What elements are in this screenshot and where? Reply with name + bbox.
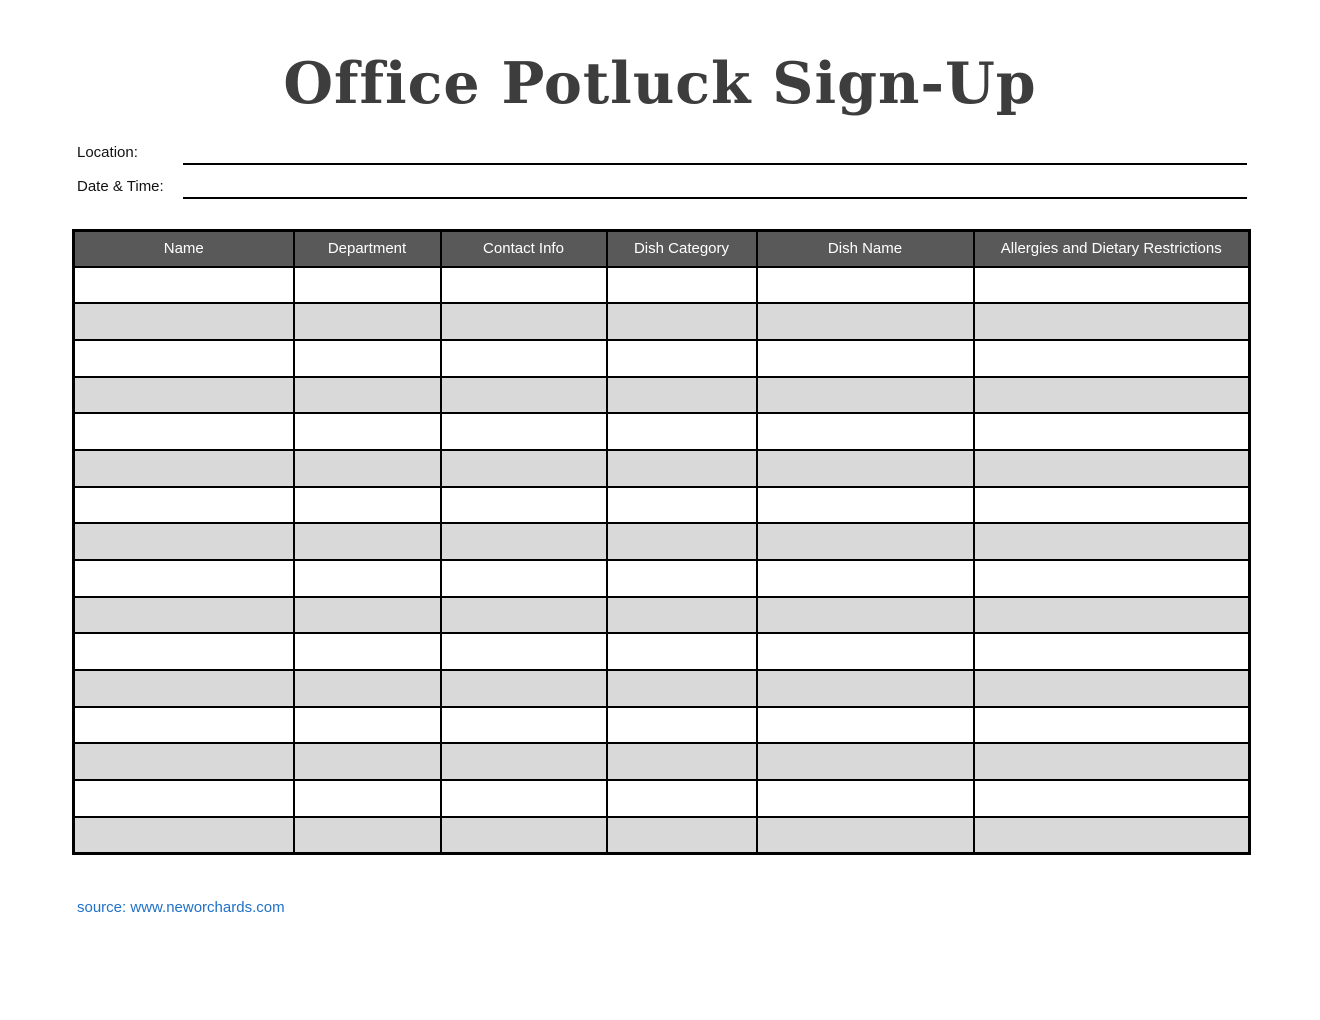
table-cell bbox=[974, 340, 1250, 377]
table-row bbox=[74, 523, 1250, 560]
table-cell bbox=[607, 817, 757, 854]
table-cell bbox=[974, 560, 1250, 597]
table-cell bbox=[757, 597, 974, 634]
table-cell bbox=[974, 597, 1250, 634]
table-cell bbox=[607, 487, 757, 524]
table-cell bbox=[441, 560, 607, 597]
table-cell bbox=[294, 780, 441, 817]
table-cell bbox=[74, 413, 294, 450]
table-cell bbox=[294, 670, 441, 707]
table-cell bbox=[294, 303, 441, 340]
table-cell bbox=[294, 560, 441, 597]
table-row bbox=[74, 633, 1250, 670]
table-row bbox=[74, 487, 1250, 524]
table-cell bbox=[74, 817, 294, 854]
table-cell bbox=[757, 523, 974, 560]
table-row bbox=[74, 560, 1250, 597]
table-cell bbox=[441, 377, 607, 414]
table-cell bbox=[607, 597, 757, 634]
table-cell bbox=[74, 633, 294, 670]
table-cell bbox=[441, 267, 607, 304]
table-row bbox=[74, 340, 1250, 377]
table-cell bbox=[74, 670, 294, 707]
table-cell bbox=[757, 707, 974, 744]
column-header-name: Name bbox=[74, 231, 294, 267]
table-cell bbox=[757, 267, 974, 304]
table-row bbox=[74, 817, 1250, 854]
table-cell bbox=[294, 817, 441, 854]
table-cell bbox=[441, 817, 607, 854]
table-cell bbox=[74, 487, 294, 524]
table-row bbox=[74, 267, 1250, 304]
table-cell bbox=[294, 633, 441, 670]
table-cell bbox=[974, 743, 1250, 780]
table-cell bbox=[441, 670, 607, 707]
table-row bbox=[74, 413, 1250, 450]
column-header-contact-info: Contact Info bbox=[441, 231, 607, 267]
table-cell bbox=[441, 340, 607, 377]
table-cell bbox=[757, 633, 974, 670]
column-header-dish-category: Dish Category bbox=[607, 231, 757, 267]
table-row bbox=[74, 743, 1250, 780]
table-row bbox=[74, 377, 1250, 414]
table-cell bbox=[441, 707, 607, 744]
table-cell bbox=[974, 487, 1250, 524]
table-header-row bbox=[74, 231, 1250, 267]
table-cell bbox=[441, 780, 607, 817]
table-cell bbox=[441, 450, 607, 487]
table-cell bbox=[441, 303, 607, 340]
table-cell bbox=[607, 413, 757, 450]
table-cell bbox=[974, 670, 1250, 707]
table-cell bbox=[607, 377, 757, 414]
table-cell bbox=[294, 597, 441, 634]
table-cell bbox=[974, 450, 1250, 487]
signup-table bbox=[72, 229, 1251, 855]
table-cell bbox=[74, 560, 294, 597]
table-cell bbox=[974, 523, 1250, 560]
table-cell bbox=[607, 670, 757, 707]
table-cell bbox=[441, 597, 607, 634]
table-cell bbox=[441, 487, 607, 524]
table-cell bbox=[607, 707, 757, 744]
table-cell bbox=[441, 523, 607, 560]
column-header-allergies-and-dietary-restrictions: Allergies and Dietary Restrictions bbox=[974, 231, 1250, 267]
table-cell bbox=[757, 487, 974, 524]
table-cell bbox=[607, 303, 757, 340]
table-cell bbox=[757, 670, 974, 707]
table-cell bbox=[974, 303, 1250, 340]
table-cell bbox=[974, 817, 1250, 854]
date-time-label: Date & Time: bbox=[77, 178, 164, 195]
table-cell bbox=[294, 523, 441, 560]
table-cell bbox=[74, 780, 294, 817]
date-time-blank-line bbox=[183, 197, 1247, 199]
table-cell bbox=[974, 413, 1250, 450]
table-cell bbox=[607, 743, 757, 780]
table-cell bbox=[294, 267, 441, 304]
table-cell bbox=[74, 340, 294, 377]
table-cell bbox=[607, 523, 757, 560]
table-cell bbox=[74, 743, 294, 780]
column-header-dish-name: Dish Name bbox=[757, 231, 974, 267]
table-cell bbox=[757, 413, 974, 450]
source-link[interactable]: source: www.neworchards.com bbox=[77, 899, 285, 916]
location-label: Location: bbox=[77, 144, 138, 161]
table-cell bbox=[441, 633, 607, 670]
table-cell bbox=[74, 267, 294, 304]
column-header-department: Department bbox=[294, 231, 441, 267]
table-cell bbox=[607, 450, 757, 487]
table-cell bbox=[294, 487, 441, 524]
table-cell bbox=[294, 743, 441, 780]
table-cell bbox=[294, 707, 441, 744]
table-cell bbox=[757, 377, 974, 414]
table-cell bbox=[74, 450, 294, 487]
table-row bbox=[74, 303, 1250, 340]
table-row bbox=[74, 450, 1250, 487]
table-cell bbox=[607, 633, 757, 670]
table-cell bbox=[607, 780, 757, 817]
table-cell bbox=[757, 450, 974, 487]
table-cell bbox=[74, 597, 294, 634]
location-blank-line bbox=[183, 163, 1247, 165]
table-cell bbox=[757, 303, 974, 340]
table-cell bbox=[974, 633, 1250, 670]
table-cell bbox=[441, 743, 607, 780]
table-cell bbox=[757, 817, 974, 854]
table-cell bbox=[294, 340, 441, 377]
table-cell bbox=[974, 780, 1250, 817]
table-cell bbox=[441, 413, 607, 450]
table-cell bbox=[757, 743, 974, 780]
table-cell bbox=[74, 377, 294, 414]
table-cell bbox=[607, 340, 757, 377]
table-cell bbox=[294, 377, 441, 414]
table-cell bbox=[974, 377, 1250, 414]
table-cell bbox=[294, 413, 441, 450]
table-cell bbox=[974, 267, 1250, 304]
table-cell bbox=[757, 560, 974, 597]
table-row bbox=[74, 597, 1250, 634]
table-cell bbox=[607, 560, 757, 597]
table-cell bbox=[757, 340, 974, 377]
table-cell bbox=[294, 450, 441, 487]
table-cell bbox=[74, 707, 294, 744]
table-cell bbox=[757, 780, 974, 817]
table-row bbox=[74, 780, 1250, 817]
table-cell bbox=[607, 267, 757, 304]
table-row bbox=[74, 670, 1250, 707]
page-title: Office Potluck Sign-Up bbox=[283, 50, 1037, 117]
table-cell bbox=[974, 707, 1250, 744]
table-cell bbox=[74, 303, 294, 340]
table-row bbox=[74, 707, 1250, 744]
table-cell bbox=[74, 523, 294, 560]
